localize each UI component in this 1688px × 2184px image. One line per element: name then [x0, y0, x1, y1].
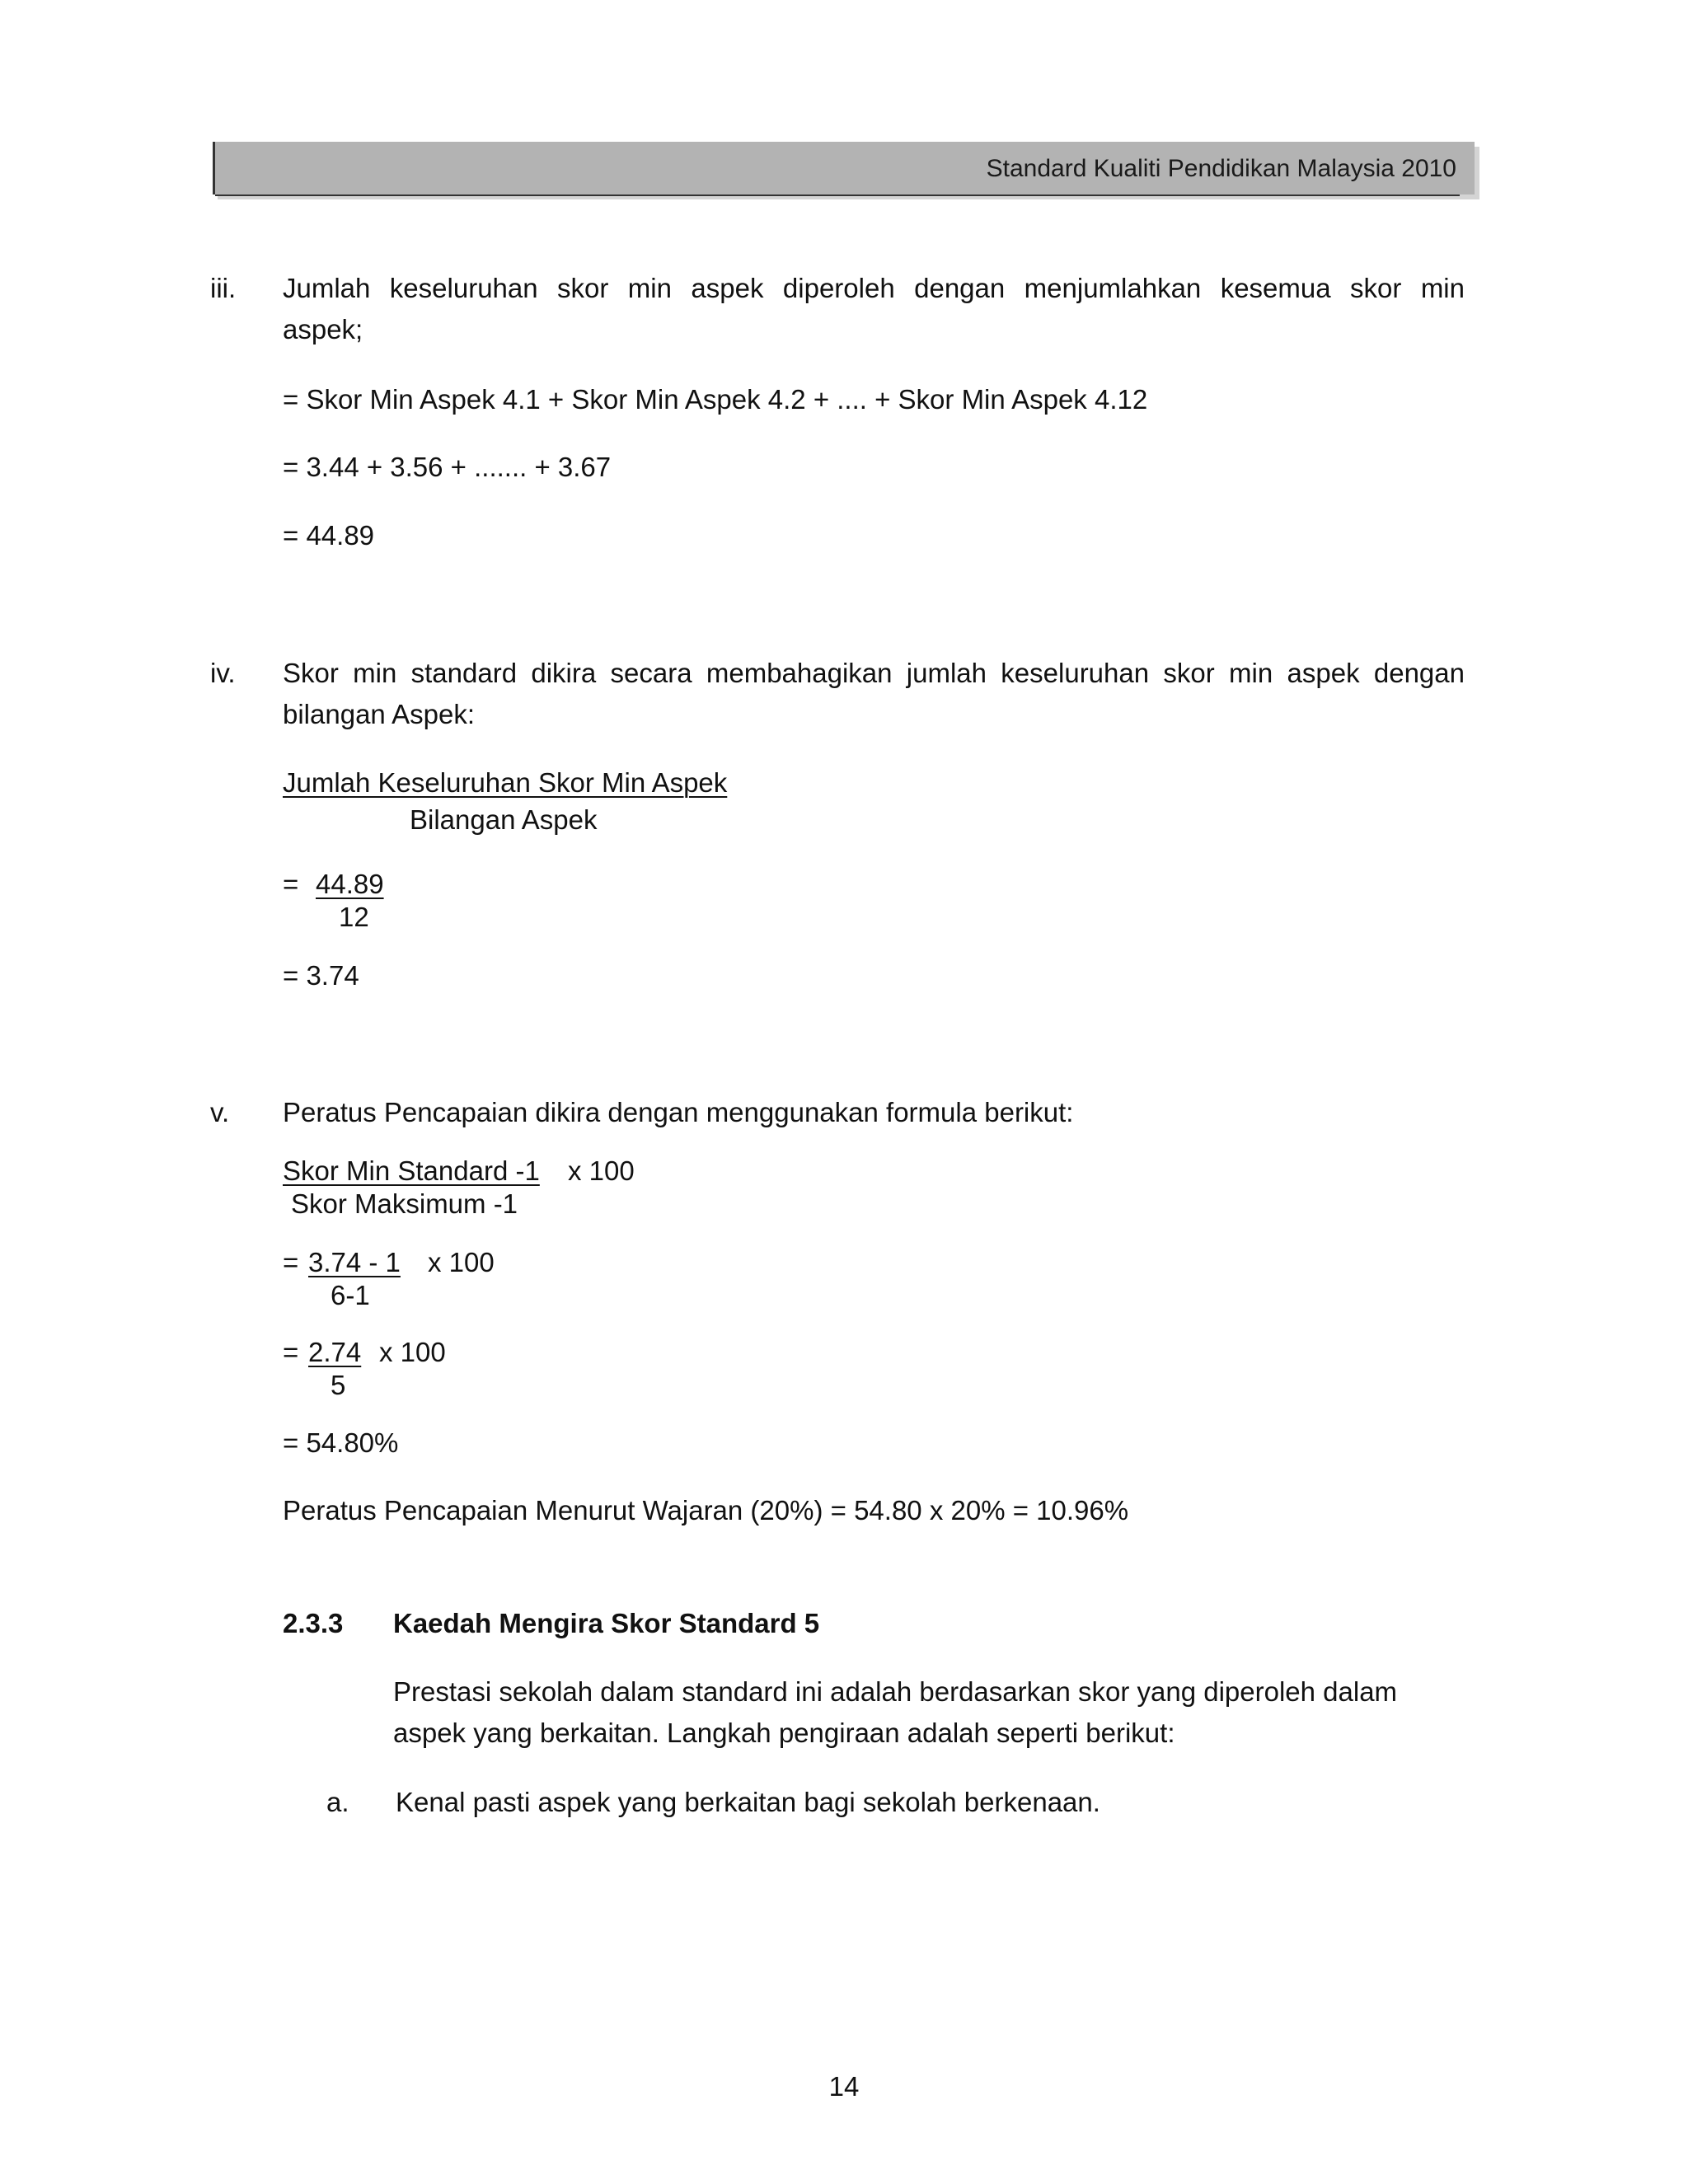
item-v-formula-numerator: Skor Min Standard -1 — [283, 1155, 540, 1186]
item-v-formula-times: x 100 — [568, 1155, 635, 1186]
item-iv-marker: iv. — [210, 658, 236, 688]
running-header — [213, 142, 1475, 194]
item-iv-text-line1: Skor min standard dikira secara membahagikan jumlah keseluruhan skor min aspek dengan — [283, 658, 1465, 688]
item-v-weighted-result: Peratus Pencapaian Menurut Wajaran (20%) = 54.80 x 20% = 10.96% — [283, 1495, 1129, 1526]
item-iii-equation-1: = Skor Min Aspek 4.1 + Skor Min Aspek 4.2 + .... + Skor Min Aspek 4.12 — [283, 384, 1148, 415]
item-v-step1-times: x 100 — [428, 1247, 495, 1277]
item-v-step2-times: x 100 — [379, 1337, 446, 1367]
item-v-step1-denominator: 6-1 — [331, 1280, 370, 1310]
item-v-step2-numerator: 2.74 — [308, 1337, 362, 1367]
list-item-a-text: Kenal pasti aspek yang berkaitan bagi sekolah berkenaan. — [396, 1787, 1100, 1817]
item-v-marker: v. — [210, 1097, 230, 1127]
item-v-step1-numerator: 3.74 - 1 — [308, 1247, 401, 1277]
item-iii-text-line1: Jumlah keseluruhan skor min aspek diperoleh dengan menjumlahkan kesemua skor min — [283, 273, 1465, 303]
item-iv-formula-numerator: Jumlah Keseluruhan Skor Min Aspek — [283, 767, 728, 798]
item-iv-formula-denominator: Bilangan Aspek — [410, 804, 598, 835]
section-number: 2.3.3 — [283, 1608, 344, 1638]
header-title: Standard Kualiti Pendidikan Malaysia 2010 — [986, 155, 1456, 182]
item-v-step2-equals: = — [283, 1337, 299, 1367]
item-iv-result: = 3.74 — [283, 960, 359, 991]
item-iii-text-line2: aspek; — [283, 314, 363, 344]
item-v-step2-denominator: 5 — [331, 1370, 346, 1400]
section-paragraph-line1: Prestasi sekolah dalam standard ini adalah berdasarkan skor yang diperoleh dalam — [393, 1676, 1398, 1707]
item-iv-calc-denominator: 12 — [339, 902, 369, 932]
section-paragraph-line2: aspek yang berkaitan. Langkah pengiraan adalah seperti berikut: — [393, 1718, 1175, 1748]
item-iv-calc-equals: = — [283, 869, 299, 899]
item-iii-equation-3: = 44.89 — [283, 520, 375, 551]
item-iv-text-line2: bilangan Aspek: — [283, 699, 476, 729]
page-number: 14 — [828, 2071, 860, 2102]
item-v-text: Peratus Pencapaian dikira dengan menggunakan formula berikut: — [283, 1097, 1074, 1127]
item-v-result: = 54.80% — [283, 1427, 399, 1458]
item-v-step1-equals: = — [283, 1247, 299, 1277]
list-item-a-marker: a. — [326, 1787, 349, 1817]
item-iii-equation-2: = 3.44 + 3.56 + ....... + 3.67 — [283, 452, 612, 482]
item-v-formula-denominator: Skor Maksimum -1 — [291, 1188, 518, 1219]
item-iii-marker: iii. — [210, 273, 237, 303]
item-iv-calc-numerator: 44.89 — [316, 869, 384, 899]
section-title: Kaedah Mengira Skor Standard 5 — [393, 1608, 820, 1638]
